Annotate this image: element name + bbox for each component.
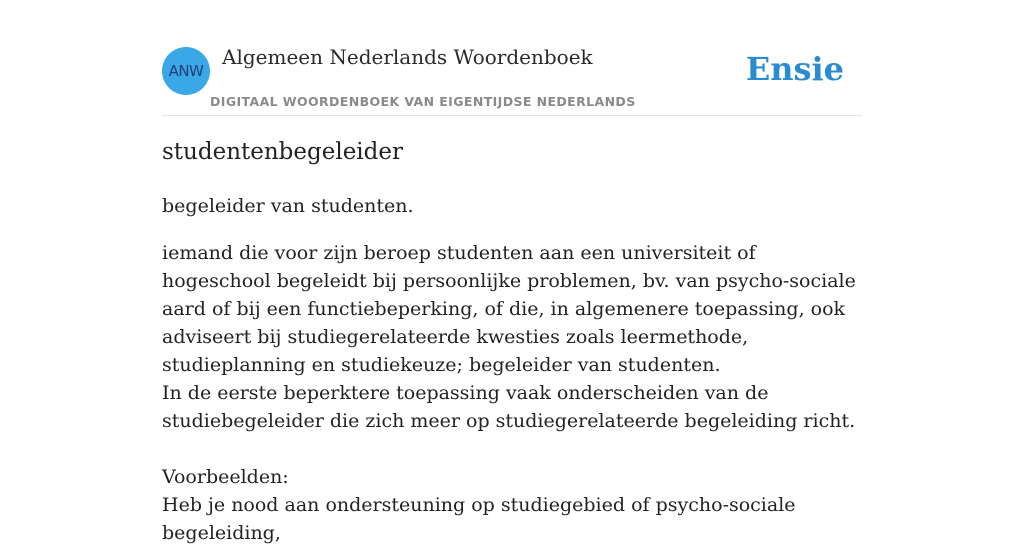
site-subtitle: DIGITAAL WOORDENBOEK VAN EIGENTIJDSE NEDERLANDS: [210, 94, 636, 109]
spacer: [162, 435, 862, 463]
entry-content: [162, 192, 862, 547]
example-sentence: Heb je nood aan ondersteuning op studiegebied of psycho-sociale begeleiding,: [162, 494, 796, 544]
logo-text: ANW: [168, 62, 204, 80]
entry-headword: studentenbegeleider: [162, 139, 403, 165]
site-title[interactable]: Algemeen Nederlands Woordenboek: [222, 45, 593, 69]
long-definition: iemand die voor zijn beroep studenten aan een universiteit of hogeschool begeleidt bij persoonlijke problemen, bv. van psycho-sociale aard of bij een functiebeperking, of die, in algemenere toepassing, ook adviseert bij studiegerelateerde kwesties zoals leermethode, studieplanning en studiekeuze; begeleider van studenten.: [162, 242, 856, 376]
header-divider: [162, 115, 862, 116]
examples-label: Voorbeelden:: [162, 466, 289, 488]
ensie-brand-link[interactable]: Ensie: [745, 50, 844, 88]
usage-note: In de eerste beperktere toepassing vaak onderscheiden van de studiebegeleider die zich meer op studiegerelateerde begeleiding richt.: [162, 382, 856, 432]
anw-logo[interactable]: [162, 47, 210, 95]
short-definition: begeleider van studenten.: [162, 195, 414, 217]
